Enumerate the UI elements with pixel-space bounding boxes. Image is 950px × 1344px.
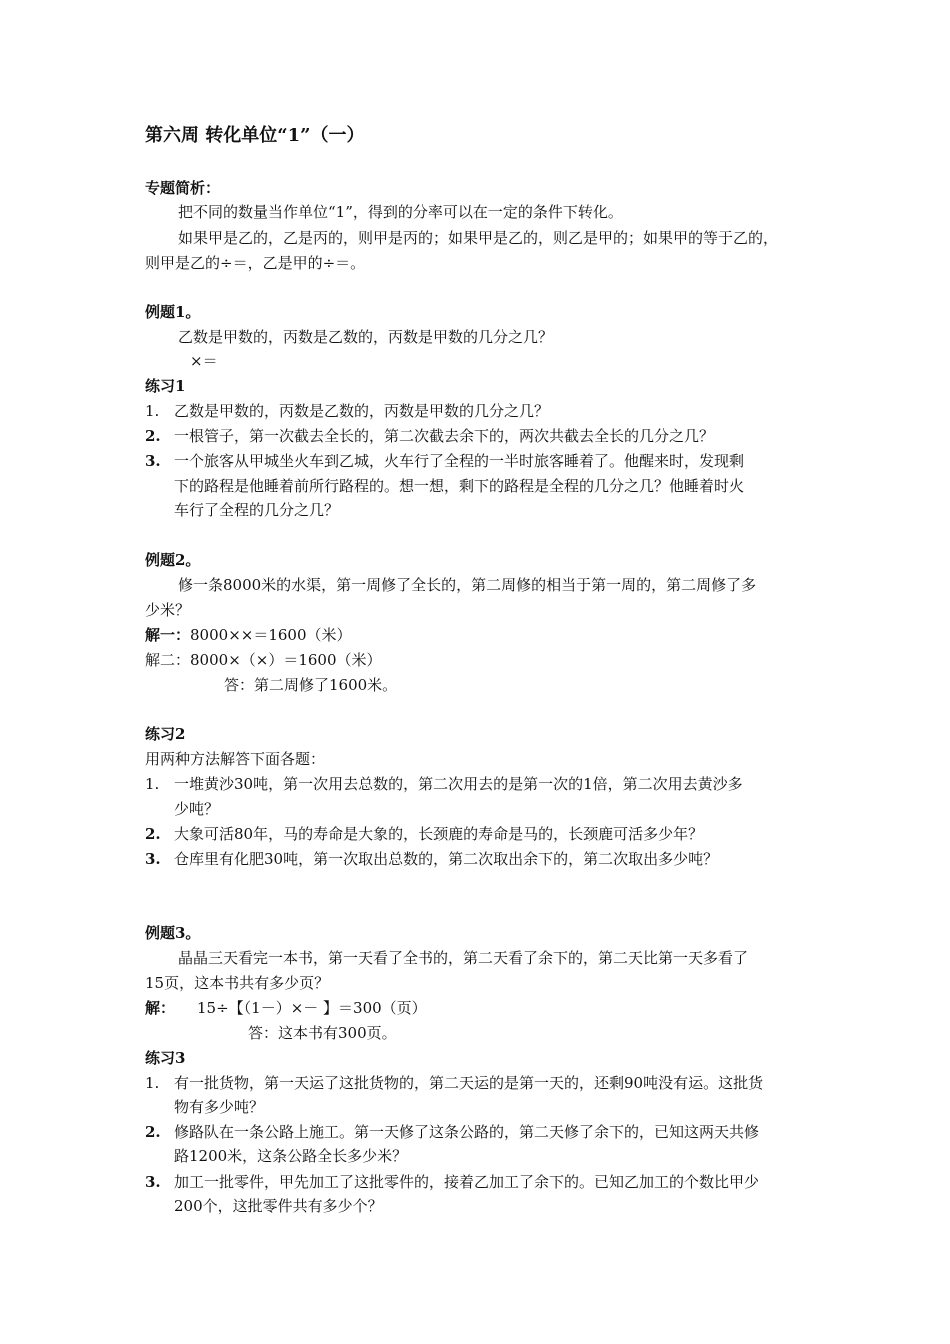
- example3-solution: [145, 998, 427, 1018]
- practice1-item-3-line-1: 一个旅客从甲城坐火车到乙城，火车行了全程的一半时旅客睡着了。他醒来时，发现剩: [174, 452, 745, 470]
- solution-label: 解：: [145, 999, 176, 1017]
- page-title: 第六周 转化单位“1”（一）: [145, 125, 365, 146]
- practice1-item-1-number: 1.: [145, 402, 160, 420]
- solution-1-label: 解一：: [145, 626, 191, 644]
- practice2-item-2-text: 大象可活80年，马的寿命是大象的，长颈鹿的寿命是马的，长颈鹿可活多少年？: [174, 825, 704, 843]
- practice3-item-2-number: 2.: [145, 1123, 161, 1141]
- practice3-item-3-number: 3.: [145, 1173, 161, 1191]
- practice2-item-1-number: 1.: [145, 775, 160, 793]
- practice1-item-3-line-3: 车行了全程的几分之几？: [174, 501, 340, 519]
- example1-text: 乙数是甲数的，丙数是乙数的，丙数是甲数的几分之几？: [178, 328, 554, 346]
- practice1-item-3-number: 3.: [145, 452, 161, 470]
- practice2-item-1-line-2: 少吨？: [174, 800, 220, 818]
- practice2-heading: 练习2: [145, 725, 186, 743]
- analysis-paragraph-2a: 如果甲是乙的，乙是丙的，则甲是丙的；如果甲是乙的，则乙是甲的；如果甲的等于乙的，: [178, 229, 779, 247]
- practice3-heading: 练习3: [145, 1049, 186, 1067]
- analysis-heading: 专题简析：: [145, 179, 221, 197]
- practice1-heading: 练习1: [145, 377, 186, 395]
- solution-2-formula: 8000×（×）＝1600（米）: [190, 651, 382, 669]
- practice3-item-2-line-1: 修路队在一条公路上施工。第一天修了这条公路的，第二天修了余下的，已知这两天共修: [174, 1123, 760, 1141]
- practice3-item-2-line-2: 路1200米，这条公路全长多少米？: [174, 1147, 408, 1165]
- analysis-paragraph-1: 把不同的数量当作单位“1”，得到的分率可以在一定的条件下转化。: [178, 203, 623, 221]
- solution-1-formula: 8000××＝1600（米）: [190, 626, 352, 644]
- practice3-item-3-line-2: 200个，这批零件共有多少个？: [174, 1197, 383, 1215]
- example2-solution-2: [145, 650, 382, 670]
- example3-text-1: 晶晶三天看完一本书，第一天看了全书的，第二天看了余下的，第二天比第一天多看了: [178, 949, 749, 967]
- practice3-item-1-line-1: 有一批货物，第一天运了这批货物的，第二天运的是第一天的，还剩90吨没有运。这批货: [174, 1074, 764, 1092]
- example2-heading: 例题2。: [145, 551, 201, 569]
- practice3-item-1-line-2: 物有多少吨？: [174, 1098, 265, 1116]
- example2-answer: 答：第二周修了1600米。: [224, 676, 398, 694]
- practice3-item-1-number: 1.: [145, 1074, 160, 1092]
- practice2-item-2-number: 2.: [145, 825, 161, 843]
- practice2-item-3-number: 3.: [145, 850, 161, 868]
- practice3-item-3-line-1: 加工一批零件，甲先加工了这批零件的，接着乙加工了余下的。已知乙加工的个数比甲少: [174, 1173, 760, 1191]
- practice2-item-1-line-1: 一堆黄沙30吨，第一次用去总数的，第二次用去的是第一次的1倍，第二次用去黄沙多: [174, 775, 743, 793]
- analysis-paragraph-2b: 则甲是乙的÷＝，乙是甲的÷＝。: [145, 254, 366, 272]
- practice2-item-3-text: 仓库里有化肥30吨，第一次取出总数的，第二次取出余下的，第二次取出多少吨？: [174, 850, 719, 868]
- example2-text-2: 少米？: [145, 601, 191, 619]
- example2-solution-1: [145, 625, 352, 645]
- solution-2-label: 解二：: [145, 651, 191, 669]
- practice1-item-2-number: 2.: [145, 427, 161, 445]
- example1-formula: ×＝: [190, 352, 218, 370]
- solution-formula: 15÷【（1－）×－ 】＝300（页）: [197, 999, 427, 1017]
- practice1-item-2-text: 一根管子，第一次截去全长的，第二次截去余下的，两次共截去全长的几分之几？: [174, 427, 715, 445]
- practice1-item-1-text: 乙数是甲数的，丙数是乙数的，丙数是甲数的几分之几？: [174, 402, 550, 420]
- example3-heading: 例题3。: [145, 924, 201, 942]
- example3-answer: 答：这本书有300页。: [248, 1024, 397, 1042]
- practice2-intro: 用两种方法解答下面各题：: [145, 750, 326, 768]
- practice1-item-3-line-2: 下的路程是他睡着前所行路程的。想一想，剩下的路程是全程的几分之几？他睡着时火: [174, 477, 745, 495]
- example3-text-2: 15页，这本书共有多少页？: [145, 974, 330, 992]
- example1-heading: 例题1。: [145, 303, 201, 321]
- example2-text-1: 修一条8000米的水渠，第一周修了全长的，第二周修的相当于第一周的，第二周修了多: [178, 576, 757, 594]
